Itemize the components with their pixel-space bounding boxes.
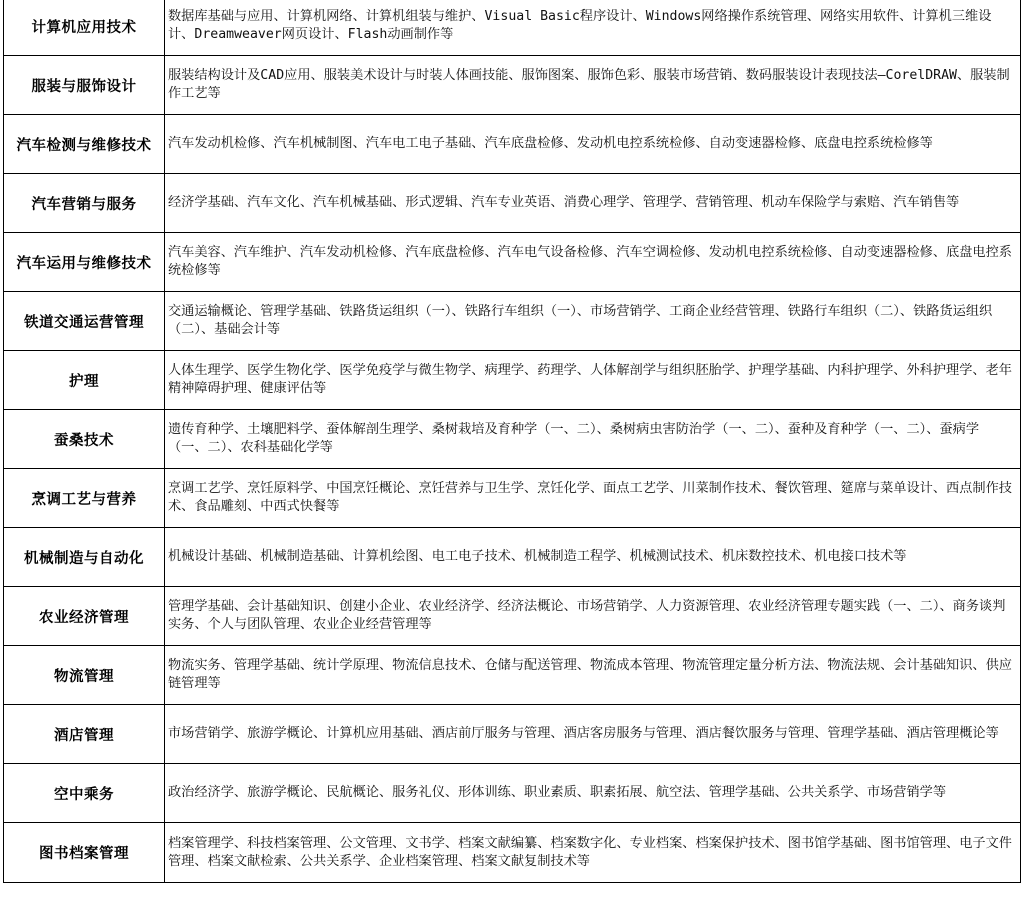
major-name: 汽车营销与服务 [4, 174, 165, 233]
course-list: 市场营销学、旅游学概论、计算机应用基础、酒店前厅服务与管理、酒店客房服务与管理、酒店餐饮服务与管理、管理学基础、酒店管理概论等 [165, 705, 1021, 764]
course-list: 物流实务、管理学基础、统计学原理、物流信息技术、仓储与配送管理、物流成本管理、物流管理定量分析方法、物流法规、会计基础知识、供应链管理等 [165, 646, 1021, 705]
major-name: 空中乘务 [4, 764, 165, 823]
table-row [4, 469, 1021, 528]
major-name: 蚕桑技术 [4, 410, 165, 469]
course-list: 汽车美容、汽车维护、汽车发动机检修、汽车底盘检修、汽车电气设备检修、汽车空调检修、发动机电控系统检修、自动变速器检修、底盘电控系统检修等 [165, 233, 1021, 292]
major-name: 汽车检测与维修技术 [4, 115, 165, 174]
major-name: 酒店管理 [4, 705, 165, 764]
table-row [4, 410, 1021, 469]
course-list: 遗传育种学、土壤肥料学、蚕体解剖生理学、桑树栽培及育种学（一、二）、桑树病虫害防治学（一、二）、蚕种及育种学（一、二）、蚕病学（一、二）、农科基础化学等 [165, 410, 1021, 469]
table-row [4, 174, 1021, 233]
course-list: 服装结构设计及CAD应用、服装美术设计与时装人体画技能、服饰图案、服饰色彩、服装市场营销、数码服装设计表现技法—CorelDRAW、服装制作工艺等 [165, 56, 1021, 115]
major-name: 铁道交通运营管理 [4, 292, 165, 351]
table-row [4, 764, 1021, 823]
table-row [4, 56, 1021, 115]
course-list: 经济学基础、汽车文化、汽车机械基础、形式逻辑、汽车专业英语、消费心理学、管理学、营销管理、机动车保险学与索赔、汽车销售等 [165, 174, 1021, 233]
major-name: 农业经济管理 [4, 587, 165, 646]
course-list: 烹调工艺学、烹饪原料学、中国烹饪概论、烹饪营养与卫生学、烹饪化学、面点工艺学、川菜制作技术、餐饮管理、筵席与菜单设计、西点制作技术、食品雕刻、中西式快餐等 [165, 469, 1021, 528]
table-row [4, 351, 1021, 410]
course-list: 汽车发动机检修、汽车机械制图、汽车电工电子基础、汽车底盘检修、发动机电控系统检修、自动变速器检修、底盘电控系统检修等 [165, 115, 1021, 174]
course-list: 机械设计基础、机械制造基础、计算机绘图、电工电子技术、机械制造工程学、机械测试技术、机床数控技术、机电接口技术等 [165, 528, 1021, 587]
table-row [4, 528, 1021, 587]
major-name: 机械制造与自动化 [4, 528, 165, 587]
table-row [4, 115, 1021, 174]
table-row [4, 587, 1021, 646]
major-name: 护理 [4, 351, 165, 410]
course-list: 数据库基础与应用、计算机网络、计算机组装与维护、Visual Basic程序设计、Windows网络操作系统管理、网络实用软件、计算机三维设计、Dreamweaver网页设计、Flash动画制作等 [165, 0, 1021, 56]
table-row [4, 705, 1021, 764]
course-list: 档案管理学、科技档案管理、公文管理、文书学、档案文献编纂、档案数字化、专业档案、档案保护技术、图书馆学基础、图书馆管理、电子文件管理、档案文献检索、公共关系学、企业档案管理、档案文献复制技术等 [165, 823, 1021, 883]
major-name: 物流管理 [4, 646, 165, 705]
course-list: 交通运输概论、管理学基础、铁路货运组织（一）、铁路行车组织（一）、市场营销学、工商企业经营管理、铁路行车组织（二）、铁路货运组织（二）、基础会计等 [165, 292, 1021, 351]
major-name: 服装与服饰设计 [4, 56, 165, 115]
major-name: 汽车运用与维修技术 [4, 233, 165, 292]
table-row [4, 233, 1021, 292]
course-table [3, 0, 1021, 883]
major-name: 烹调工艺与营养 [4, 469, 165, 528]
table-row [4, 0, 1021, 56]
table-row [4, 646, 1021, 705]
table-row [4, 823, 1021, 883]
table-row [4, 292, 1021, 351]
course-list: 政治经济学、旅游学概论、民航概论、服务礼仪、形体训练、职业素质、职素拓展、航空法、管理学基础、公共关系学、市场营销学等 [165, 764, 1021, 823]
course-list: 人体生理学、医学生物化学、医学免疫学与微生物学、病理学、药理学、人体解剖学与组织胚胎学、护理学基础、内科护理学、外科护理学、老年精神障碍护理、健康评估等 [165, 351, 1021, 410]
course-list: 管理学基础、会计基础知识、创建小企业、农业经济学、经济法概论、市场营销学、人力资源管理、农业经济管理专题实践（一、二）、商务谈判实务、个人与团队管理、农业企业经营管理等 [165, 587, 1021, 646]
major-name: 计算机应用技术 [4, 0, 165, 56]
major-name: 图书档案管理 [4, 823, 165, 883]
